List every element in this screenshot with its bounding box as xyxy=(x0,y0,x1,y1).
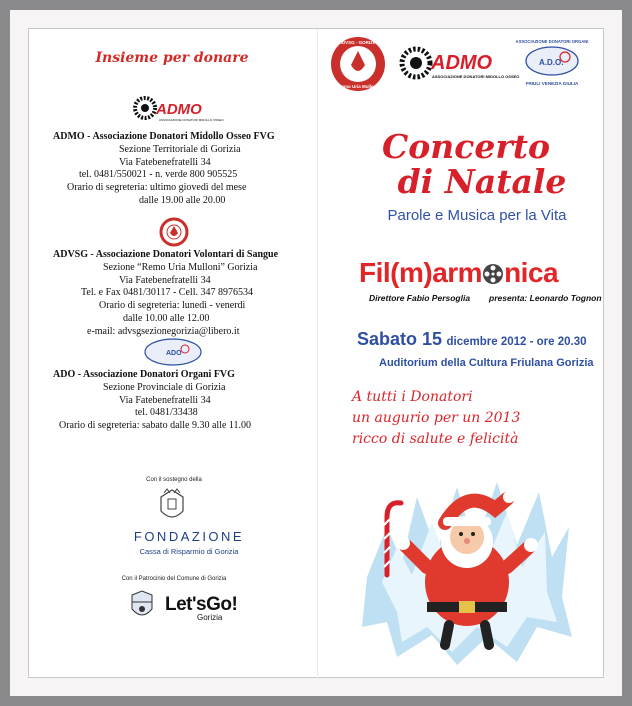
brochure-page xyxy=(28,28,604,678)
fondazione-crest-icon xyxy=(155,487,189,525)
support-label: Con il sostegno della xyxy=(146,477,202,483)
ado-header-mid: A.D.O. xyxy=(539,58,564,67)
org-advsg xyxy=(53,249,323,339)
admo-header-logo-icon xyxy=(399,45,520,85)
left-heading: Insieme per donare xyxy=(95,50,249,66)
foundation-name: FONDAZIONE xyxy=(133,529,245,544)
org-line: Sezione “Remo Uria Mulloni” Gorizia xyxy=(103,261,258,273)
admo-logo-icon xyxy=(133,95,224,125)
org-line: Orario di segreteria: sabato dalle 9.30 alle 11.00 xyxy=(59,420,252,432)
admo-header-sub: ASSOCIAZIONE DONATORI MIDOLLO OSSEO xyxy=(432,74,520,79)
event-day: Sabato 15 xyxy=(357,329,443,349)
advsg-round-logo-icon xyxy=(329,35,387,93)
title-line-1: Concerto xyxy=(382,127,550,166)
ado-logo-icon xyxy=(141,337,205,367)
org-name: ADVSG - Associazione Donatori Volontari di Sangue xyxy=(53,249,279,260)
org-admo xyxy=(53,131,323,208)
org-line: e-mail: advsgsezionegorizia@libero.it xyxy=(87,325,240,337)
foundation-sub: Cassa di Risparmio di Gorizia xyxy=(139,547,239,556)
title-line-2: di Natale xyxy=(397,162,567,201)
letsgo-logo: Let'sGo! xyxy=(165,594,238,615)
patronage-label: Con il Patrocinio del Comune di Gorizia xyxy=(121,576,227,582)
gorizia-coat-of-arms-icon xyxy=(129,589,155,623)
ensemble-name xyxy=(359,257,558,289)
advsg-logo-icon xyxy=(159,217,189,247)
ensemble-name-a: Fil(m)arm xyxy=(359,257,483,288)
admo-logo-text: ADMO xyxy=(156,101,202,118)
brochure-sheet xyxy=(10,10,622,696)
letsgo-sub: Gorizia xyxy=(197,613,223,622)
org-line: Sezione Territoriale di Gorizia xyxy=(119,143,241,155)
org-line: Orario di segreteria: lunedì - venerdì xyxy=(99,300,246,312)
wish-line: un augurio per un 2013 xyxy=(352,410,521,426)
ensemble-name-b: nica xyxy=(504,257,559,288)
director: Direttore Fabio Persoglia xyxy=(369,293,471,303)
org-line: Tel. e Fax 0481/30117 - Cell. 347 8976534 xyxy=(81,287,253,299)
presenter: presenta: Leonardo Tognon xyxy=(489,293,602,303)
wish-line: A tutti i Donatori xyxy=(352,389,473,405)
left-panel xyxy=(29,29,317,679)
event-date xyxy=(357,329,587,350)
ado-logo-text: ADO xyxy=(166,350,182,357)
org-line: dalle 10.00 alle 12.00 xyxy=(123,312,210,324)
advsg-ring-bottom: Remo Uria Mulloni xyxy=(338,84,378,89)
wish-line: ricco di salute e felicità xyxy=(352,431,519,447)
admo-logo-sub: ASSOCIAZIONE DONATORI MIDOLLO OSSEO xyxy=(159,118,224,122)
ado-header-logo-icon xyxy=(513,33,591,93)
org-line: tel. 0481/33438 xyxy=(135,407,198,419)
org-name: ADMO - Associazione Donatori Midollo Osseo FVG xyxy=(53,131,275,142)
org-name: ADO - Associazione Donatori Organi FVG xyxy=(53,369,235,380)
ado-header-bottom: FRIULI VENEZIA GIULIA xyxy=(525,81,579,86)
org-line: Via Fatebenefratelli 34 xyxy=(119,274,211,286)
org-line: tel. 0481/550021 - n. verde 800 905525 xyxy=(79,169,238,181)
org-line: Via Fatebenefratelli 34 xyxy=(119,156,211,168)
advsg-ring-top: ADVSG · GORIZIA xyxy=(338,40,378,45)
film-reel-icon xyxy=(482,263,504,285)
org-ado xyxy=(53,369,323,433)
org-line: dalle 19.00 alle 20.00 xyxy=(139,194,226,206)
subtitle: Parole e Musica per la Vita xyxy=(387,207,567,224)
ado-header-top: ASSOCIAZIONE DONATORI ORGANI xyxy=(515,39,589,44)
venue: Auditorium della Cultura Friulana Gorizia xyxy=(379,357,594,369)
event-date-rest: dicembre 2012 - ore 20.30 xyxy=(446,336,587,348)
org-line: Orario di segreteria: ultimo giovedì del mese xyxy=(67,182,247,194)
org-line: Via Fatebenefratelli 34 xyxy=(119,394,211,406)
right-panel xyxy=(317,29,605,679)
santa-illustration-icon xyxy=(357,457,577,667)
admo-header-text: ADMO xyxy=(431,52,493,74)
org-line: Sezione Provinciale di Gorizia xyxy=(103,381,226,393)
